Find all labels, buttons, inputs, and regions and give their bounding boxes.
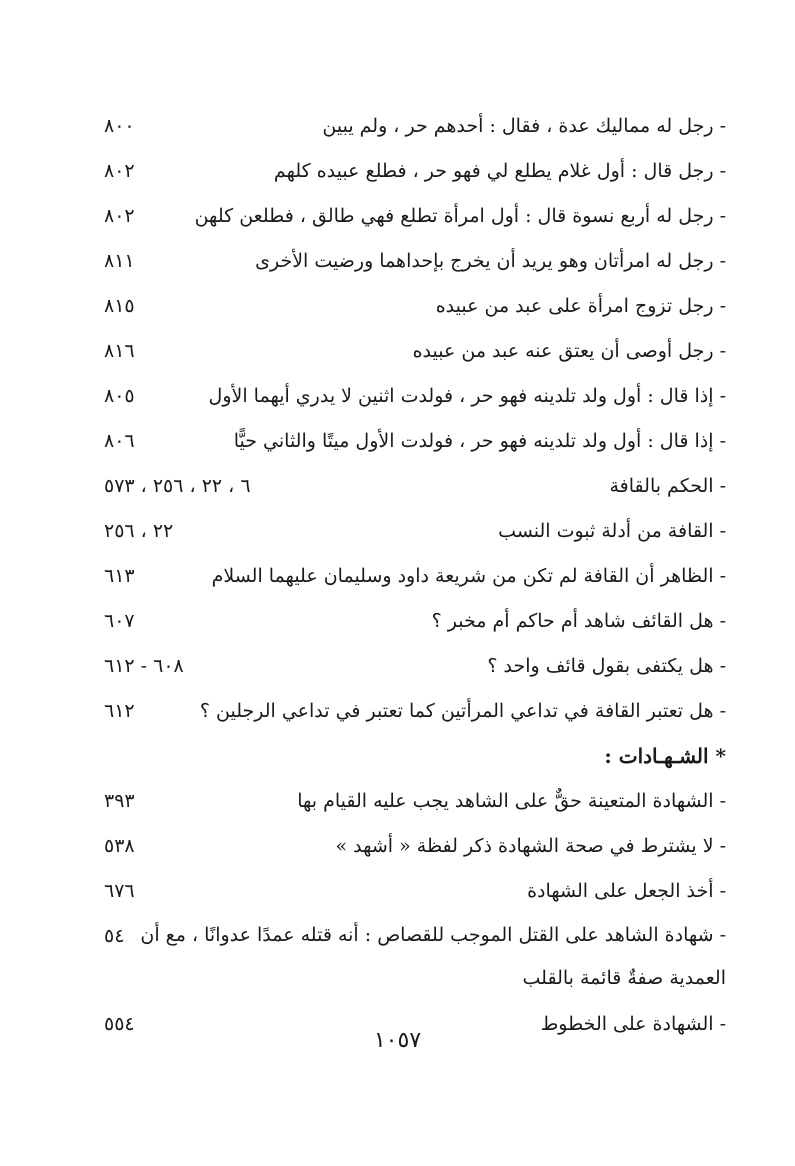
- entry-page-numbers: ٦١٣: [104, 565, 135, 587]
- entry-page-numbers: ٥٤: [104, 925, 125, 947]
- index-entry: [96, 374, 726, 419]
- entry-page-numbers: ٨١٥: [104, 295, 135, 317]
- entry-page-numbers: ٢٢ ، ٢٥٦: [104, 520, 174, 542]
- entry-page-numbers: ٦٠٧: [104, 610, 135, 632]
- entry-page-numbers: ٦٧٦: [104, 880, 135, 902]
- index-entry: [96, 329, 726, 374]
- index-entry: [96, 599, 726, 644]
- entry-text: - الظاهر أن القافة لم تكن من شريعة داود وسليمان عليهما السلام: [211, 565, 726, 587]
- index-entry: [96, 149, 726, 194]
- index-entry: [96, 464, 726, 509]
- index-entry: [96, 554, 726, 599]
- entry-text: - رجل له أربع نسوة قال : أول امرأة تطلع فهي طالق ، فطلعن كلهن: [194, 205, 726, 227]
- index-entry: [96, 104, 726, 149]
- subject-index-list: [96, 104, 726, 1047]
- entry-text: - الشهادة على الخطوط: [540, 1013, 726, 1035]
- entry-page-numbers: ٨٠٦: [104, 430, 135, 452]
- entry-page-numbers: ٣٩٣: [104, 790, 135, 812]
- section-heading-testimonies: * الشـهـادات :: [604, 744, 726, 768]
- index-entry: [96, 779, 726, 824]
- entry-text: - أخذ الجعل على الشهادة: [527, 880, 726, 902]
- index-entry: [96, 644, 726, 689]
- entry-page-numbers: ٦ ، ٢٢ ، ٢٥٦ ، ٥٧٣: [104, 475, 251, 497]
- index-entry-multiline: [96, 914, 726, 1002]
- entry-text: - لا يشترط في صحة الشهادة ذكر لفظة « أشهد »: [335, 835, 726, 857]
- entry-text: - الحكم بالقافة: [609, 475, 726, 497]
- entry-text: - شهادة الشاهد على القتل الموجب للقصاص : أنه قتله عمدًا عدوانًا ، مع أن العمدية صفةٌ قائمة بالقلب: [140, 924, 726, 989]
- entry-page-numbers: ٥٥٤: [104, 1013, 135, 1035]
- entry-text: - رجل قال : أول غلام يطلع لي فهو حر ، فطلع عبيده كلهم: [273, 160, 726, 182]
- entry-text: - إذا قال : أول ولد تلدينه فهو حر ، فولدت اثنين لا يدري أيهما الأول: [208, 385, 726, 407]
- entry-page-numbers: ٥٣٨: [104, 835, 135, 857]
- index-entry: [96, 194, 726, 239]
- entry-text: - هل تعتبر القافة في تداعي المرأتين كما تعتبر في تداعي الرجلين ؟: [199, 700, 726, 722]
- entry-text: - إذا قال : أول ولد تلدينه فهو حر ، فولدت الأول ميتًا والثاني حيًّا: [233, 430, 726, 452]
- index-entry: [96, 239, 726, 284]
- entry-page-numbers: ٨٠٢: [104, 160, 135, 182]
- entry-text: - رجل له امرأتان وهو يريد أن يخرج بإحداهما ورضيت الأخرى: [255, 250, 726, 272]
- entry-page-numbers: ٨٠٢: [104, 205, 135, 227]
- entry-page-numbers: ٨١١: [104, 250, 135, 272]
- entry-text: - رجل أوصى أن يعتق عنه عبد من عبيده: [412, 340, 726, 362]
- entry-page-numbers: ٦١٢: [104, 700, 135, 722]
- entry-page-numbers: ٨٠٠: [104, 115, 135, 137]
- index-entry: [96, 284, 726, 329]
- page-number: ١٠٥٧: [373, 1028, 422, 1053]
- entry-text: - رجل تزوج امرأة على عبد من عبيده: [435, 295, 726, 317]
- entry-text: - الشهادة المتعينة حقٌّ على الشاهد يجب عليه القيام بها: [297, 790, 726, 812]
- entry-page-numbers: ٨١٦: [104, 340, 135, 362]
- entry-text: - هل القائف شاهد أم حاكم أم مخبر ؟: [431, 610, 726, 632]
- entry-page-numbers: ٦٠٨ - ٦١٢: [104, 655, 184, 677]
- entry-page-numbers: ٨٠٥: [104, 385, 135, 407]
- entry-text: - القافة من أدلة ثبوت النسب: [498, 520, 726, 542]
- index-entry: [96, 419, 726, 464]
- index-entry: [96, 869, 726, 914]
- index-entry: [96, 824, 726, 869]
- index-entry: [96, 509, 726, 554]
- entry-text: - رجل له مماليك عدة ، فقال : أحدهم حر ، ولم يبين: [322, 115, 726, 137]
- index-entry: [96, 689, 726, 734]
- entry-text: - هل يكتفى بقول قائف واحد ؟: [487, 655, 726, 677]
